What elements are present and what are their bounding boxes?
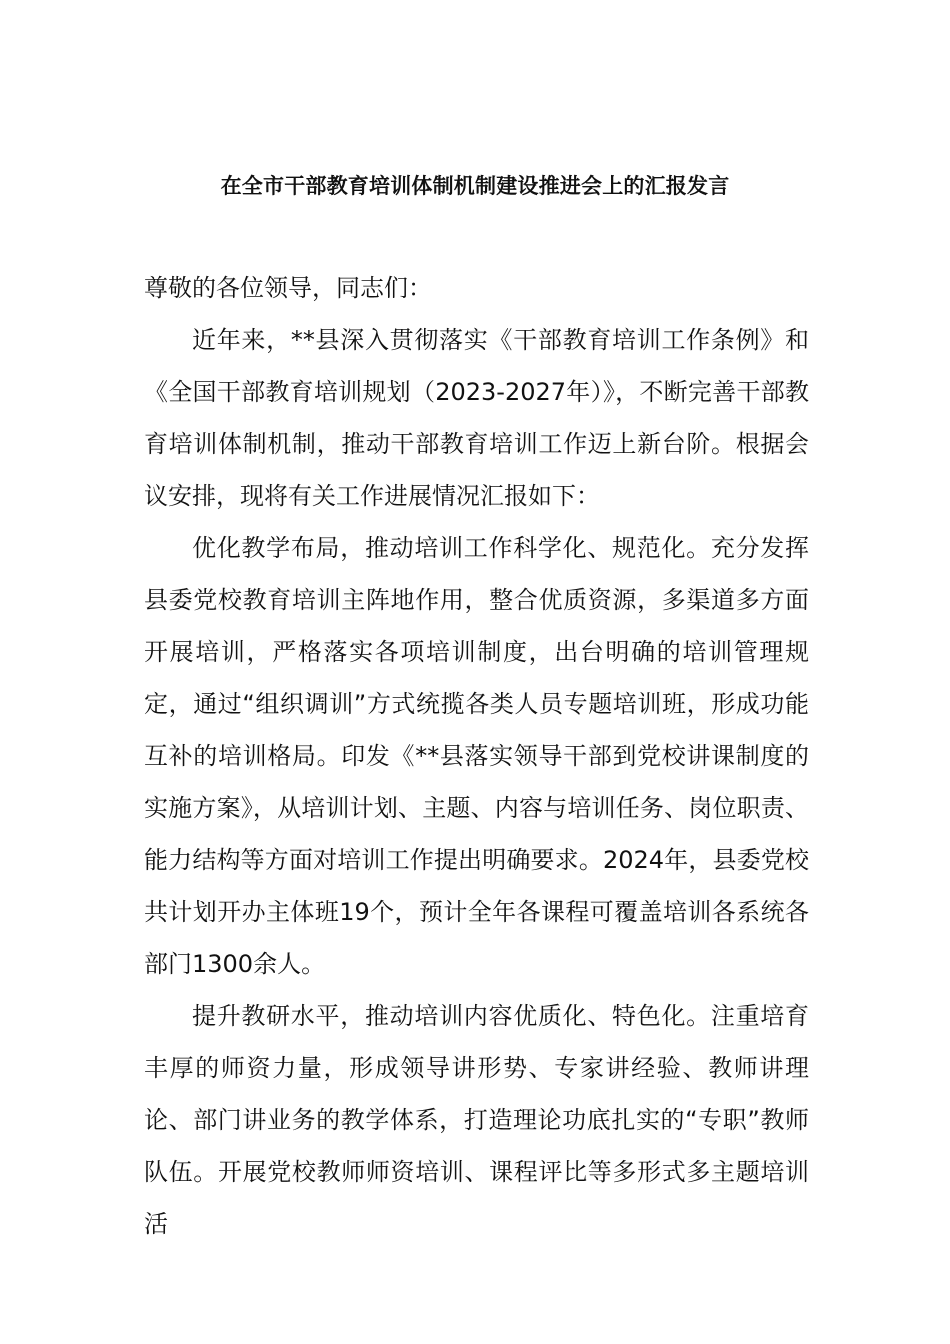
document-body [144,262,809,1250]
paragraph-teaching-layout: 优化教学布局，推动培训工作科学化、规范化。充分发挥县委党校教育培训主阵地作用，整合优质资源，多渠道多方面开展培训，严格落实各项培训制度，出台明确的培训管理规定，通过“组织调训”方式统揽各类人员专题培训班，形成功能互补的培训格局。印发《**县落实领导干部到党校讲课制度的实施方案》，从培训计划、主题、内容与培训任务、岗位职责、能力结构等方面对培训工作提出明确要求。2024年，县委党校共计划开办主体班19个，预计全年各课程可覆盖培训各系统各部门1300余人。 [144,534,809,978]
salutation: 尊敬的各位领导，同志们： [144,274,432,302]
paragraph-intro: 近年来，**县深入贯彻落实《干部教育培训工作条例》和《全国干部教育培训规划（2023-2027年）》，不断完善干部教育培训体制机制，推动干部教育培训工作迈上新台阶。根据会议安排，现将有关工作进展情况汇报如下： [144,326,809,510]
document-title: 在全市干部教育培训体制机制建设推进会上的汇报发言 [220,174,730,198]
paragraph-research-level: 提升教研水平，推动培训内容优质化、特色化。注重培育丰厚的师资力量，形成领导讲形势、专家讲经验、教师讲理论、部门讲业务的教学体系，打造理论功底扎实的“专职”教师队伍。开展党校教师师资培训、课程评比等多形式多主题培训活 [144,1002,809,1238]
